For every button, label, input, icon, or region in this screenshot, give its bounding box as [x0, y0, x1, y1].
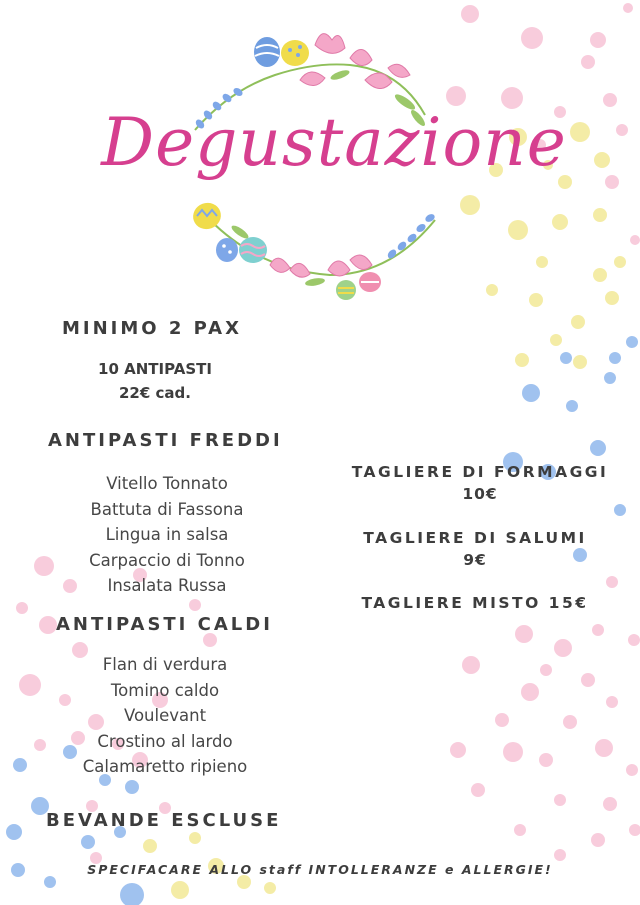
list-item: Crostino al lardo	[97, 731, 233, 751]
confetti-dot	[591, 833, 605, 847]
confetti-dot	[503, 742, 523, 762]
minimum-details	[60, 357, 250, 405]
confetti-dot	[125, 780, 139, 794]
confetti-dot	[471, 783, 485, 797]
easter-egg-icon	[216, 238, 238, 262]
list-item: Vitello Tonnato	[106, 474, 228, 493]
confetti-dot	[189, 832, 201, 844]
confetti-dot	[39, 616, 57, 634]
mixed-board-label: TAGLIERE MISTO 15€	[361, 594, 589, 612]
confetti-dot	[606, 696, 618, 708]
confetti-dot	[603, 797, 617, 811]
salumi-board-price: 9€	[463, 551, 487, 569]
minimum-heading: MINIMO 2 PAX	[62, 318, 242, 339]
list-item: Battuta di Fassona	[90, 499, 244, 519]
confetti-dot	[581, 55, 595, 69]
confetti-dot	[495, 713, 509, 727]
confetti-dot	[237, 875, 251, 889]
confetti-dot	[590, 32, 606, 48]
list-item: Calamaretto ripieno	[82, 757, 248, 776]
cheese-board	[320, 463, 640, 503]
confetti-dot	[554, 794, 566, 806]
confetti-dot	[554, 639, 572, 657]
list-item: Flan di verdura	[102, 655, 228, 674]
confetti-dot	[521, 683, 539, 701]
confetti-dot	[171, 881, 189, 899]
confetti-dot	[623, 3, 633, 13]
confetti-dot	[540, 664, 552, 676]
confetti-dot	[462, 656, 480, 674]
mixed-board	[320, 594, 630, 612]
list-item: Lingua in salsa	[105, 525, 229, 544]
confetti-dot	[19, 674, 41, 696]
confetti-dot	[614, 256, 626, 268]
confetti-dot	[515, 353, 529, 367]
confetti-dot	[604, 372, 616, 384]
confetti-dot	[626, 336, 638, 348]
confetti-dot	[626, 764, 638, 776]
easter-egg-icon	[359, 272, 381, 292]
confetti-dot	[514, 824, 526, 836]
drinks-excluded: BEVANDE ESCLUSE	[46, 810, 282, 831]
page-title: Degustazione	[101, 104, 567, 181]
confetti-dot	[13, 758, 27, 772]
confetti-dot	[450, 742, 466, 758]
easter-egg-icon	[254, 37, 280, 67]
confetti-dot	[550, 334, 562, 346]
confetti-dot	[34, 739, 46, 751]
confetti-dot	[629, 824, 640, 836]
confetti-dot	[143, 839, 157, 853]
confetti-dot	[605, 291, 619, 305]
list-item: Tomino caldo	[110, 680, 220, 700]
cheese-board-label: TAGLIERE DI FORMAGGI	[351, 463, 609, 481]
confetti-dot	[581, 673, 595, 687]
confetti-dot	[593, 208, 607, 222]
minimum-line-antipasti: 10 ANTIPASTI	[98, 360, 212, 378]
confetti-dot	[554, 849, 566, 861]
salumi-board	[320, 529, 630, 569]
confetti-dot	[44, 876, 56, 888]
confetti-dot	[552, 214, 568, 230]
confetti-dot	[81, 835, 95, 849]
confetti-dot	[560, 352, 572, 364]
confetti-dot	[573, 355, 587, 369]
cheese-board-price: 10€	[462, 485, 498, 503]
list-item: Carpaccio di Tonno	[89, 550, 245, 570]
confetti-dot	[563, 715, 577, 729]
confetti-dot	[592, 624, 604, 636]
confetti-dot	[189, 599, 201, 611]
confetti-dot	[264, 882, 276, 894]
hot-antipasti-heading: ANTIPASTI CALDI	[56, 614, 273, 635]
cold-antipasti-heading: ANTIPASTI FREDDI	[48, 430, 283, 451]
confetti-dot	[6, 824, 22, 840]
confetti-dot	[522, 384, 540, 402]
confetti-dot	[16, 602, 28, 614]
list-item: Insalata Russa	[107, 576, 227, 595]
confetti-dot	[571, 315, 585, 329]
confetti-dot	[630, 235, 640, 245]
minimum-line-price: 22€ cad.	[119, 384, 191, 402]
confetti-dot	[515, 625, 533, 643]
confetti-dot	[120, 883, 144, 905]
confetti-dot	[590, 440, 606, 456]
confetti-dot	[595, 739, 613, 757]
confetti-dot	[609, 352, 621, 364]
allergy-note: SPECIFACARE ALLO staff INTOLLERANZE e ALLERGIE!	[87, 862, 553, 877]
hot-antipasti-list	[55, 652, 275, 780]
confetti-dot	[606, 576, 618, 588]
confetti-dot	[614, 504, 626, 516]
easter-egg-icon	[239, 237, 267, 263]
easter-egg-icon	[281, 40, 309, 66]
confetti-dot	[203, 633, 217, 647]
confetti-dot	[566, 400, 578, 412]
list-item: Voulevant	[123, 706, 207, 725]
cold-antipasti-list	[57, 471, 277, 599]
confetti-dot	[34, 556, 54, 576]
easter-egg-icon	[336, 280, 356, 300]
confetti-dot	[628, 634, 640, 646]
salumi-board-label: TAGLIERE DI SALUMI	[363, 529, 587, 547]
confetti-dot	[539, 753, 553, 767]
confetti-dot	[593, 268, 607, 282]
